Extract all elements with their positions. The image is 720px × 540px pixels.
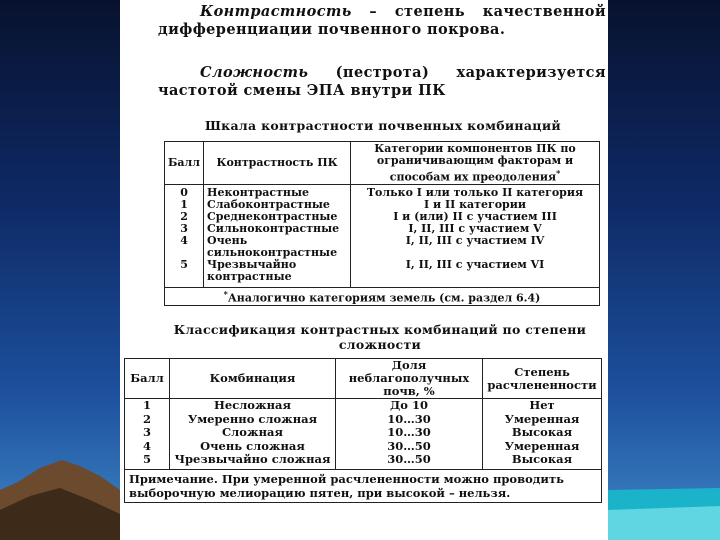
score-cell: 3	[165, 223, 204, 235]
score-cell: 3	[125, 426, 170, 440]
score-cell: 2	[165, 211, 204, 223]
table2-note-row	[125, 469, 602, 502]
table1-header-mark: *	[556, 167, 561, 178]
contrast-scale-table	[164, 141, 600, 306]
contrast-cell: Неконтрастные	[204, 185, 351, 200]
definition-contrast: – степень качественной дифференциации почвенного покрова.	[158, 3, 606, 38]
table1-caption: Шкала контрастности почвенных комбинаций	[205, 118, 561, 133]
combination-cell: Несложная	[170, 399, 336, 413]
definition-complexity: (пестрота) характеризуется частотой смены ЭПА внутри ПК	[158, 64, 606, 99]
table-row	[165, 185, 600, 200]
paragraph-contrast	[158, 3, 606, 38]
contrast-cell: Чрезвычайно контрастные	[204, 259, 351, 288]
footnote-text: Аналогично категориям земель (см. раздел 6.4)	[227, 291, 541, 305]
category-cell: I, II, III с участием V	[351, 223, 600, 235]
table1-header-row	[165, 142, 600, 185]
table2-header-score: Балл	[125, 359, 170, 399]
table1-header-contrast: Контрастность ПК	[204, 142, 351, 185]
score-cell: 5	[125, 453, 170, 469]
table-row	[165, 259, 600, 288]
combination-cell: Сложная	[170, 426, 336, 440]
table-row	[125, 413, 602, 427]
table2-caption: Классификация контрастных комбинаций по степени сложности	[173, 322, 587, 352]
document-page	[120, 0, 608, 540]
score-cell: 1	[165, 199, 204, 211]
table-row	[125, 399, 602, 413]
contrast-cell: Очень сильноконтрастные	[204, 235, 351, 259]
contrast-cell: Среднеконтрастные	[204, 211, 351, 223]
paragraph-complexity	[158, 64, 606, 99]
complexity-classification-table	[124, 358, 602, 503]
footnote-mark: *	[223, 289, 228, 299]
degree-cell: Высокая	[483, 426, 602, 440]
table-row	[165, 235, 600, 259]
table2-header-row	[125, 359, 602, 399]
category-cell: I, II, III с участием VI	[351, 259, 600, 288]
degree-cell: Умеренная	[483, 440, 602, 454]
category-cell: I и II категории	[351, 199, 600, 211]
combination-cell: Очень сложная	[170, 440, 336, 454]
share-cell: 10…30	[336, 426, 483, 440]
share-cell: 30…50	[336, 440, 483, 454]
score-cell: 2	[125, 413, 170, 427]
table-row	[125, 440, 602, 454]
contrast-cell: Слабоконтрастные	[204, 199, 351, 211]
category-cell: I и (или) II с участием III	[351, 211, 600, 223]
score-cell: 1	[125, 399, 170, 413]
term-complexity: Сложность	[200, 64, 309, 81]
table2-header-degree: Степень расчлененности	[483, 359, 602, 399]
table-row	[125, 426, 602, 440]
share-cell: До 10	[336, 399, 483, 413]
table2-header-share: Доля неблагополучных почв, %	[336, 359, 483, 399]
degree-cell: Высокая	[483, 453, 602, 469]
degree-cell: Нет	[483, 399, 602, 413]
term-contrast: Контрастность	[200, 3, 352, 20]
score-cell: 4	[125, 440, 170, 454]
table1-footnote	[165, 288, 600, 306]
combination-cell: Чрезвычайно сложная	[170, 453, 336, 469]
score-cell: 5	[165, 259, 204, 288]
degree-cell: Умеренная	[483, 413, 602, 427]
table2-header-combination: Комбинация	[170, 359, 336, 399]
table1-header-category	[351, 142, 600, 185]
table1-footnote-row	[165, 288, 600, 306]
share-cell: 10…30	[336, 413, 483, 427]
category-cell: I, II, III с участием IV	[351, 235, 600, 259]
share-cell: 30…50	[336, 453, 483, 469]
score-cell: 4	[165, 235, 204, 259]
score-cell: 0	[165, 185, 204, 200]
category-cell: Только I или только II категория	[351, 185, 600, 200]
table1-header-category-text: Категории компонентов ПК по ограничивающим факторам и способам их преодоления	[374, 141, 576, 184]
table-row	[125, 453, 602, 469]
right-sea-light	[608, 506, 720, 540]
table2-note: Примечание. При умеренной расчлененности можно проводить выборочную мелиорацию пятен, при высокой – нельзя.	[125, 469, 602, 502]
combination-cell: Умеренно сложная	[170, 413, 336, 427]
table1-header-score: Балл	[165, 142, 204, 185]
contrast-cell: Сильноконтрастные	[204, 223, 351, 235]
